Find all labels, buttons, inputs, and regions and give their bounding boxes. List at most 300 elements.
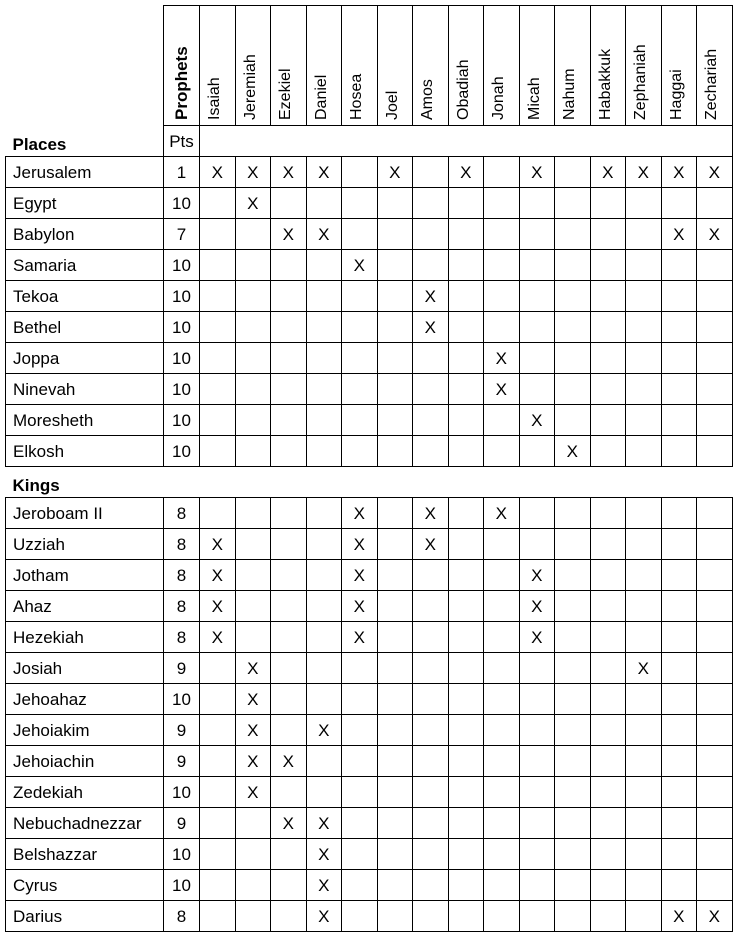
prophet-header-hosea — [342, 6, 378, 126]
prophet-header-ezekiel — [271, 6, 307, 126]
mark-cell-daniel — [306, 188, 342, 219]
x-mark: X — [318, 162, 330, 182]
mark-cell-zechariah — [697, 157, 733, 188]
mark-cell-haggai — [661, 219, 697, 250]
mark-cell-jonah — [484, 622, 520, 653]
x-mark: X — [495, 348, 507, 368]
row-points-text: 10 — [172, 193, 191, 213]
mark-cell-amos — [413, 529, 449, 560]
mark-cell-joel — [377, 870, 413, 901]
row-points — [164, 622, 200, 653]
x-mark: X — [247, 658, 259, 678]
mark-cell-jeremiah — [235, 157, 271, 188]
table-row — [6, 250, 733, 281]
prophet-name: Amos — [419, 79, 437, 120]
mark-cell-amos — [413, 219, 449, 250]
mark-cell-isaiah — [200, 312, 236, 343]
mark-cell-jonah — [484, 715, 520, 746]
mark-cell-habakkuk — [590, 684, 626, 715]
mark-cell-hosea — [342, 343, 378, 374]
mark-cell-jeremiah — [235, 529, 271, 560]
mark-cell-ezekiel — [271, 157, 307, 188]
mark-cell-amos — [413, 312, 449, 343]
section-row-places — [6, 126, 733, 157]
x-mark: X — [318, 906, 330, 926]
row-name — [6, 312, 164, 343]
mark-cell-isaiah — [200, 405, 236, 436]
mark-cell-amos — [413, 436, 449, 467]
mark-cell-zephaniah — [626, 684, 662, 715]
mark-cell-micah — [519, 870, 555, 901]
row-name — [6, 901, 164, 932]
row-points-text: 9 — [176, 751, 187, 771]
mark-cell-zephaniah — [626, 777, 662, 808]
mark-cell-ezekiel — [271, 250, 307, 281]
prophet-name: Daniel — [312, 74, 330, 120]
mark-cell-nahum — [555, 591, 591, 622]
section-title — [6, 126, 164, 157]
mark-cell-ezekiel — [271, 405, 307, 436]
row-points — [164, 684, 200, 715]
mark-cell-habakkuk — [590, 870, 626, 901]
row-name — [6, 653, 164, 684]
header-row — [6, 6, 733, 126]
row-name-text: Jehoahaz — [13, 689, 87, 709]
x-mark: X — [531, 162, 543, 182]
mark-cell-hosea — [342, 591, 378, 622]
x-mark: X — [353, 503, 365, 523]
row-name — [6, 405, 164, 436]
row-points-text: 9 — [176, 720, 187, 740]
mark-cell-jonah — [484, 839, 520, 870]
row-name-text: Joppa — [13, 348, 60, 368]
mark-cell-jonah — [484, 498, 520, 529]
row-points-text: 10 — [172, 348, 191, 368]
prophet-header-jeremiah — [235, 6, 271, 126]
row-points-text: 7 — [176, 224, 187, 244]
mark-cell-jonah — [484, 684, 520, 715]
x-mark: X — [353, 255, 365, 275]
mark-cell-nahum — [555, 622, 591, 653]
mark-cell-micah — [519, 684, 555, 715]
mark-cell-hosea — [342, 746, 378, 777]
mark-cell-zechariah — [697, 343, 733, 374]
mark-cell-zephaniah — [626, 436, 662, 467]
mark-cell-joel — [377, 746, 413, 777]
mark-cell-daniel — [306, 870, 342, 901]
mark-cell-jeremiah — [235, 281, 271, 312]
mark-cell-zephaniah — [626, 839, 662, 870]
mark-cell-zechariah — [697, 777, 733, 808]
x-mark: X — [495, 379, 507, 399]
mark-cell-amos — [413, 808, 449, 839]
x-mark: X — [353, 534, 365, 554]
mark-cell-zechariah — [697, 591, 733, 622]
row-points-text: 10 — [172, 255, 191, 275]
header-corner — [6, 6, 164, 126]
row-points-text: 10 — [172, 875, 191, 895]
mark-cell-hosea — [342, 219, 378, 250]
mark-cell-hosea — [342, 870, 378, 901]
row-name-text: Darius — [13, 906, 63, 926]
row-name — [6, 281, 164, 312]
row-points — [164, 219, 200, 250]
mark-cell-daniel — [306, 312, 342, 343]
mark-cell-zechariah — [697, 870, 733, 901]
mark-cell-zechariah — [697, 312, 733, 343]
row-name — [6, 591, 164, 622]
mark-cell-nahum — [555, 188, 591, 219]
row-points-text: 1 — [176, 162, 187, 182]
mark-cell-jeremiah — [235, 808, 271, 839]
mark-cell-daniel — [306, 157, 342, 188]
mark-cell-zechariah — [697, 498, 733, 529]
row-points-text: 8 — [176, 503, 187, 523]
x-mark: X — [424, 317, 436, 337]
x-mark: X — [637, 162, 649, 182]
table-row — [6, 157, 733, 188]
mark-cell-daniel — [306, 684, 342, 715]
mark-cell-jonah — [484, 281, 520, 312]
row-points — [164, 560, 200, 591]
mark-cell-micah — [519, 374, 555, 405]
mark-cell-daniel — [306, 808, 342, 839]
row-name-text: Nebuchadnezzar — [13, 813, 142, 833]
mark-cell-amos — [413, 591, 449, 622]
row-name-text: Ninevah — [13, 379, 76, 399]
mark-cell-micah — [519, 715, 555, 746]
mark-cell-daniel — [306, 498, 342, 529]
x-mark: X — [708, 224, 720, 244]
row-name — [6, 808, 164, 839]
x-mark: X — [282, 751, 294, 771]
row-points — [164, 870, 200, 901]
mark-cell-daniel — [306, 560, 342, 591]
x-mark: X — [211, 565, 223, 585]
mark-cell-habakkuk — [590, 808, 626, 839]
mark-cell-jeremiah — [235, 839, 271, 870]
x-mark: X — [602, 162, 614, 182]
mark-cell-ezekiel — [271, 436, 307, 467]
row-name — [6, 870, 164, 901]
mark-cell-daniel — [306, 715, 342, 746]
x-mark: X — [566, 441, 578, 461]
row-name — [6, 436, 164, 467]
mark-cell-habakkuk — [590, 622, 626, 653]
mark-cell-joel — [377, 374, 413, 405]
mark-cell-ezekiel — [271, 870, 307, 901]
mark-cell-obadiah — [448, 250, 484, 281]
row-name-text: Belshazzar — [13, 844, 98, 864]
mark-cell-zephaniah — [626, 312, 662, 343]
prophet-header-haggai — [661, 6, 697, 126]
mark-cell-amos — [413, 870, 449, 901]
mark-cell-isaiah — [200, 374, 236, 405]
row-points-text: 10 — [172, 410, 191, 430]
mark-cell-nahum — [555, 715, 591, 746]
table-row — [6, 312, 733, 343]
section-spacer — [164, 467, 733, 498]
mark-cell-isaiah — [200, 808, 236, 839]
mark-cell-obadiah — [448, 188, 484, 219]
mark-cell-zephaniah — [626, 560, 662, 591]
mark-cell-jonah — [484, 529, 520, 560]
row-name — [6, 343, 164, 374]
prophet-header-nahum — [555, 6, 591, 126]
mark-cell-jeremiah — [235, 901, 271, 932]
row-points — [164, 281, 200, 312]
mark-cell-zephaniah — [626, 405, 662, 436]
mark-cell-zechariah — [697, 715, 733, 746]
x-mark: X — [211, 596, 223, 616]
mark-cell-obadiah — [448, 157, 484, 188]
table-row — [6, 746, 733, 777]
x-mark: X — [282, 224, 294, 244]
mark-cell-haggai — [661, 746, 697, 777]
mark-cell-daniel — [306, 374, 342, 405]
mark-cell-habakkuk — [590, 250, 626, 281]
mark-cell-ezekiel — [271, 591, 307, 622]
x-mark: X — [211, 627, 223, 647]
mark-cell-haggai — [661, 436, 697, 467]
mark-cell-obadiah — [448, 622, 484, 653]
mark-cell-jeremiah — [235, 219, 271, 250]
mark-cell-obadiah — [448, 219, 484, 250]
row-points-text: 8 — [176, 596, 187, 616]
x-mark: X — [353, 565, 365, 585]
mark-cell-habakkuk — [590, 281, 626, 312]
table-row — [6, 219, 733, 250]
row-points — [164, 498, 200, 529]
mark-cell-haggai — [661, 808, 697, 839]
section-title — [6, 467, 164, 498]
mark-cell-zephaniah — [626, 591, 662, 622]
mark-cell-jeremiah — [235, 653, 271, 684]
row-points — [164, 250, 200, 281]
mark-cell-joel — [377, 653, 413, 684]
mark-cell-hosea — [342, 777, 378, 808]
mark-cell-nahum — [555, 839, 591, 870]
table-row — [6, 374, 733, 405]
mark-cell-nahum — [555, 684, 591, 715]
mark-cell-ezekiel — [271, 715, 307, 746]
row-name-text: Babylon — [13, 224, 75, 244]
mark-cell-daniel — [306, 219, 342, 250]
mark-cell-amos — [413, 188, 449, 219]
mark-cell-hosea — [342, 250, 378, 281]
mark-cell-amos — [413, 839, 449, 870]
row-points — [164, 901, 200, 932]
mark-cell-isaiah — [200, 777, 236, 808]
mark-cell-hosea — [342, 839, 378, 870]
prophet-name: Ezekiel — [277, 68, 295, 120]
row-points — [164, 839, 200, 870]
row-name-text: Uzziah — [13, 534, 65, 554]
mark-cell-hosea — [342, 436, 378, 467]
table-row — [6, 684, 733, 715]
x-mark: X — [353, 627, 365, 647]
mark-cell-habakkuk — [590, 653, 626, 684]
row-points-text: 10 — [172, 689, 191, 709]
mark-cell-micah — [519, 405, 555, 436]
mark-cell-isaiah — [200, 746, 236, 777]
mark-cell-haggai — [661, 777, 697, 808]
mark-cell-joel — [377, 777, 413, 808]
prophet-name: Joel — [383, 90, 401, 120]
mark-cell-jonah — [484, 219, 520, 250]
mark-cell-hosea — [342, 808, 378, 839]
mark-cell-nahum — [555, 498, 591, 529]
row-name — [6, 746, 164, 777]
section-title-text: Places — [12, 135, 67, 154]
mark-cell-micah — [519, 529, 555, 560]
mark-cell-micah — [519, 560, 555, 591]
mark-cell-joel — [377, 188, 413, 219]
mark-cell-zephaniah — [626, 746, 662, 777]
mark-cell-ezekiel — [271, 312, 307, 343]
row-points — [164, 188, 200, 219]
mark-cell-joel — [377, 498, 413, 529]
row-name-text: Jotham — [13, 565, 69, 585]
prophet-header-joel — [377, 6, 413, 126]
table-row — [6, 808, 733, 839]
mark-cell-zephaniah — [626, 219, 662, 250]
prophet-name: Zephaniah — [632, 44, 650, 120]
mark-cell-micah — [519, 157, 555, 188]
mark-cell-micah — [519, 746, 555, 777]
mark-cell-micah — [519, 312, 555, 343]
mark-cell-nahum — [555, 436, 591, 467]
mark-cell-ezekiel — [271, 839, 307, 870]
mark-cell-jonah — [484, 653, 520, 684]
row-points-text: 10 — [172, 317, 191, 337]
row-name-text: Jeroboam II — [13, 503, 103, 523]
mark-cell-hosea — [342, 374, 378, 405]
mark-cell-habakkuk — [590, 436, 626, 467]
table-row — [6, 405, 733, 436]
mark-cell-ezekiel — [271, 219, 307, 250]
row-name — [6, 560, 164, 591]
mark-cell-micah — [519, 777, 555, 808]
mark-cell-zephaniah — [626, 808, 662, 839]
mark-cell-nahum — [555, 219, 591, 250]
mark-cell-habakkuk — [590, 777, 626, 808]
mark-cell-isaiah — [200, 901, 236, 932]
pts-header — [164, 126, 200, 157]
mark-cell-haggai — [661, 870, 697, 901]
mark-cell-zephaniah — [626, 870, 662, 901]
x-mark: X — [247, 689, 259, 709]
x-mark: X — [531, 627, 543, 647]
mark-cell-hosea — [342, 715, 378, 746]
mark-cell-habakkuk — [590, 901, 626, 932]
row-points — [164, 312, 200, 343]
mark-cell-jeremiah — [235, 343, 271, 374]
mark-cell-habakkuk — [590, 312, 626, 343]
mark-cell-isaiah — [200, 653, 236, 684]
mark-cell-amos — [413, 560, 449, 591]
row-name-text: Egypt — [13, 193, 57, 213]
mark-cell-isaiah — [200, 591, 236, 622]
mark-cell-joel — [377, 591, 413, 622]
row-points-text: 8 — [176, 906, 187, 926]
row-name-text: Jehoiachin — [13, 751, 95, 771]
x-mark: X — [495, 503, 507, 523]
row-name-text: Zedekiah — [13, 782, 83, 802]
x-mark: X — [353, 596, 365, 616]
row-name-text: Tekoa — [13, 286, 59, 306]
x-mark: X — [318, 813, 330, 833]
section-title-text: Kings — [12, 476, 60, 495]
mark-cell-joel — [377, 312, 413, 343]
mark-cell-zephaniah — [626, 374, 662, 405]
mark-cell-zechariah — [697, 808, 733, 839]
x-mark: X — [318, 224, 330, 244]
mark-cell-haggai — [661, 715, 697, 746]
mark-cell-jeremiah — [235, 870, 271, 901]
mark-cell-nahum — [555, 281, 591, 312]
row-name — [6, 188, 164, 219]
x-mark: X — [282, 813, 294, 833]
row-name-text: Jerusalem — [13, 162, 92, 182]
row-points-text: 10 — [172, 844, 191, 864]
mark-cell-haggai — [661, 312, 697, 343]
row-name — [6, 715, 164, 746]
mark-cell-hosea — [342, 157, 378, 188]
mark-cell-jonah — [484, 808, 520, 839]
header-strip — [200, 126, 733, 157]
mark-cell-obadiah — [448, 653, 484, 684]
mark-cell-joel — [377, 529, 413, 560]
table-row — [6, 839, 733, 870]
mark-cell-obadiah — [448, 374, 484, 405]
mark-cell-joel — [377, 839, 413, 870]
mark-cell-daniel — [306, 777, 342, 808]
mark-cell-zephaniah — [626, 622, 662, 653]
mark-cell-hosea — [342, 684, 378, 715]
mark-cell-ezekiel — [271, 746, 307, 777]
mark-cell-haggai — [661, 343, 697, 374]
mark-cell-haggai — [661, 188, 697, 219]
table-row — [6, 622, 733, 653]
prophet-header-daniel — [306, 6, 342, 126]
mark-cell-nahum — [555, 653, 591, 684]
x-mark: X — [211, 162, 223, 182]
mark-cell-haggai — [661, 560, 697, 591]
row-name — [6, 498, 164, 529]
mark-cell-jeremiah — [235, 622, 271, 653]
mark-cell-haggai — [661, 653, 697, 684]
mark-cell-obadiah — [448, 560, 484, 591]
mark-cell-amos — [413, 343, 449, 374]
x-mark: X — [282, 162, 294, 182]
row-name-text: Jehoiakim — [13, 720, 90, 740]
mark-cell-haggai — [661, 405, 697, 436]
mark-cell-nahum — [555, 405, 591, 436]
mark-cell-obadiah — [448, 870, 484, 901]
row-name — [6, 684, 164, 715]
mark-cell-zephaniah — [626, 653, 662, 684]
mark-cell-zechariah — [697, 901, 733, 932]
mark-cell-ezekiel — [271, 281, 307, 312]
x-mark: X — [424, 286, 436, 306]
mark-cell-nahum — [555, 157, 591, 188]
mark-cell-jeremiah — [235, 436, 271, 467]
mark-cell-zephaniah — [626, 901, 662, 932]
mark-cell-obadiah — [448, 715, 484, 746]
table-row — [6, 560, 733, 591]
mark-cell-ezekiel — [271, 188, 307, 219]
